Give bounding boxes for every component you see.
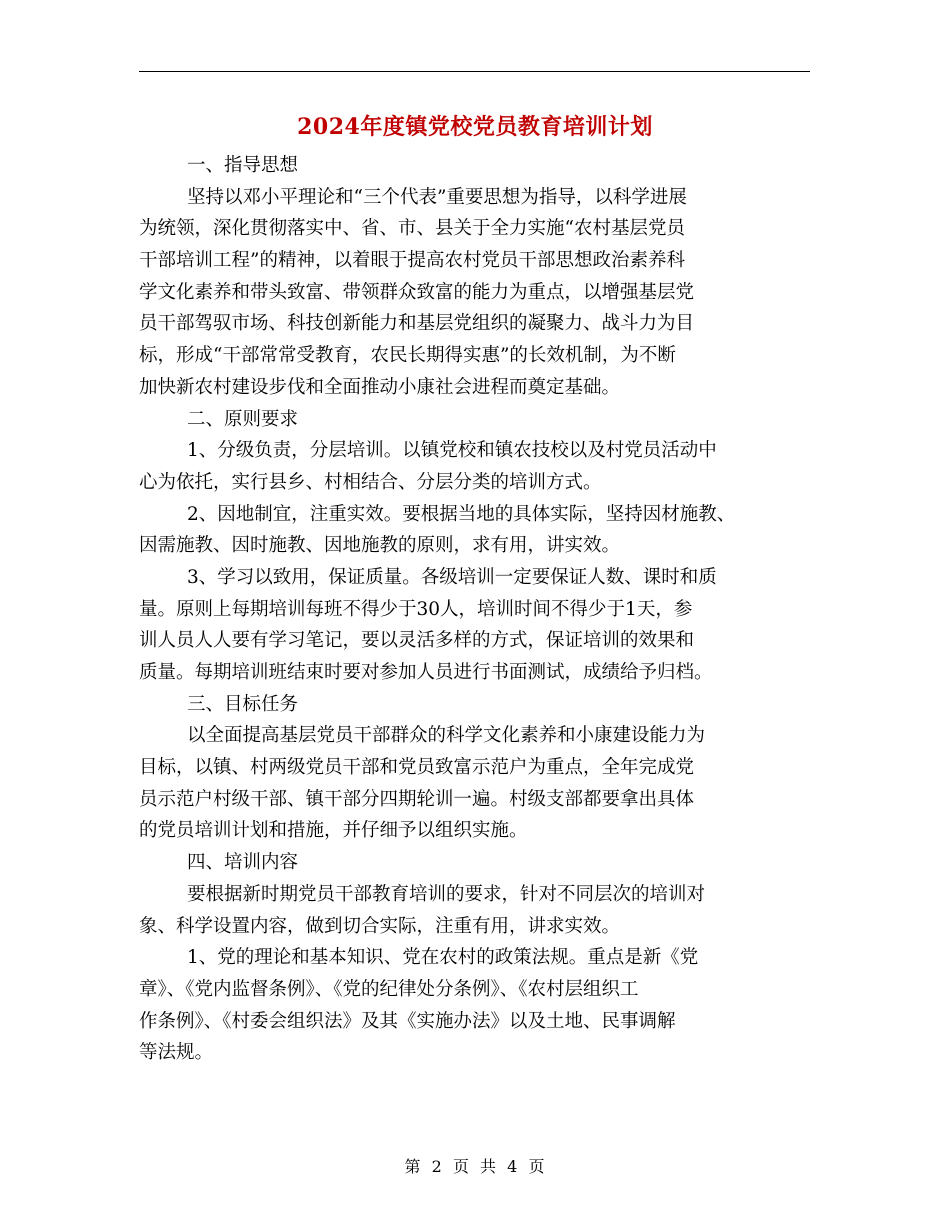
text-line: 标，形成“干部常常受教育，农民长期得实惠”的长效机制，为不断 xyxy=(139,345,676,367)
text-line: 2、因地制宜，注重实效。要根据当地的具体实际，坚持因材施教、 xyxy=(187,503,736,525)
header-rule xyxy=(139,71,810,72)
text-line: 1、分级负责，分层培训。以镇党校和镇农技校以及村党员活动中 xyxy=(187,440,717,462)
text-line: 象、科学设置内容，做到切合实际，注重有用，讲求实效。 xyxy=(139,915,621,937)
text-line: 训人员人人要有学习笔记，要以灵活多样的方式，保证培训的效果和 xyxy=(139,630,695,652)
text-line: 三、目标任务 xyxy=(187,693,299,715)
footer-total-word: 共 xyxy=(480,1157,498,1176)
document-title: 2024年度镇党校党员教育培训计划 xyxy=(297,114,653,140)
footer-total-pages: 4 xyxy=(507,1157,519,1176)
text-line: 员干部驾驭市场、科技创新能力和基层党组织的凝聚力、战斗力为目 xyxy=(139,313,695,335)
text-line: 干部培训工程”的精神，以着眼于提高农村党员干部思想政治素养科 xyxy=(139,250,685,272)
text-line: 质量。每期培训班结束时要对参加人员进行书面测试，成绩给予归档。 xyxy=(139,662,713,683)
text-line: 等法规。 xyxy=(139,1042,214,1064)
text-line: 坚持以邓小平理论和“三个代表”重要思想为指导，以科学进展 xyxy=(187,186,687,208)
footer-suffix: 页 xyxy=(528,1157,546,1176)
text-line: 以全面提高基层党员干部群众的科学文化素养和小康建设能力为 xyxy=(187,725,706,747)
text-line: 因需施教、因时施教、因地施教的原则，求有用，讲实效。 xyxy=(139,535,621,557)
text-line: 四、培训内容 xyxy=(187,852,299,874)
text-line: 加快新农村建设步伐和全面推动小康社会进程而奠定基础。 xyxy=(139,376,621,398)
text-line: 1、党的理论和基本知识、党在农村的政策法规。重点是新《党 xyxy=(187,947,699,969)
text-line: 要根据新时期党员干部教育培训的要求，针对不同层次的培训对 xyxy=(187,883,706,905)
footer-page-word: 页 xyxy=(452,1157,470,1176)
text-line: 目标，以镇、村两级党员干部和党员致富示范户为重点，全年完成党 xyxy=(139,757,695,779)
text-line: 量。原则上每期培训每班不得少于30人，培训时间不得少于1天，参 xyxy=(139,598,693,620)
footer-prefix: 第 xyxy=(404,1157,422,1176)
footer-current-page: 2 xyxy=(431,1157,443,1176)
text-line: 的党员培训计划和措施，并仔细予以组织实施。 xyxy=(139,820,528,842)
text-line: 学文化素养和带头致富、带领群众致富的能力为重点，以增强基层党 xyxy=(139,281,695,303)
text-line: 员示范户村级干部、镇干部分四期轮训一遍。村级支部都要拿出具体 xyxy=(139,788,695,810)
text-line: 一、指导思想 xyxy=(187,155,299,176)
text-line: 3、学习以致用，保证质量。各级培训一定要保证人数、课时和质 xyxy=(187,566,717,588)
text-line: 作条例》、《村委会组织法》及其《实施办法》以及土地、民事调解 xyxy=(139,1010,676,1032)
page-footer xyxy=(0,1154,950,1177)
text-line: 心为依托，实行县乡、村相结合、分层分类的培训方式。 xyxy=(139,471,602,493)
text-line: 二、原则要求 xyxy=(187,408,299,430)
text-line: 章》、《党内监督条例》、《党的纪律处分条例》、《农村层组织工 xyxy=(139,978,639,1000)
document-body xyxy=(139,150,810,1069)
text-line: 为统领，深化贯彻落实中、省、市、县关于全力实施“农村基层党员 xyxy=(139,218,685,240)
